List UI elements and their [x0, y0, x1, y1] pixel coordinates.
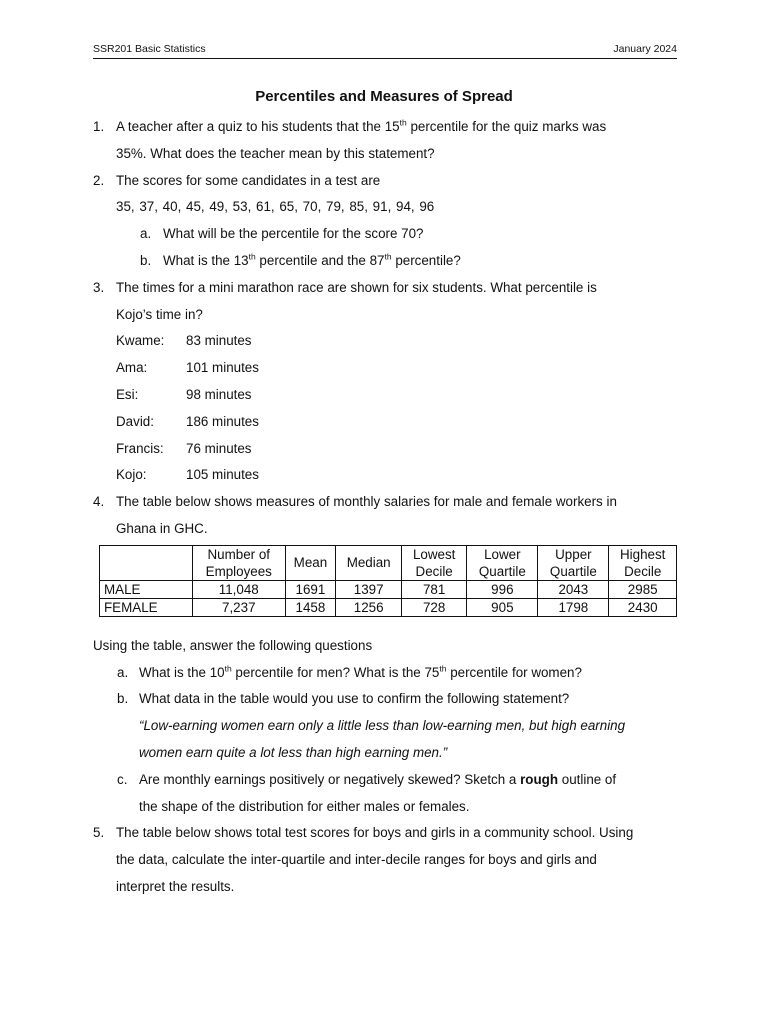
table-cell: 905 — [467, 598, 538, 616]
question-3 — [93, 275, 677, 489]
table-cell: 996 — [467, 580, 538, 598]
table-header-cell: Upper Quartile — [538, 545, 609, 580]
document-body — [93, 114, 677, 901]
student-name: Esi: — [116, 386, 139, 402]
table-cell: 1458 — [285, 598, 336, 616]
table-row — [100, 598, 677, 616]
table-header-cell: Mean — [285, 545, 336, 580]
using-table-instruction: Using the table, answer the following questions — [93, 637, 373, 653]
race-time: 105 minutes — [186, 467, 259, 483]
question-3-line-2: Kojo’s time in? — [116, 306, 203, 322]
question-2-text: The scores for some candidates in a test are — [116, 172, 381, 188]
race-time-row — [116, 355, 677, 382]
table-cell: 1691 — [285, 580, 336, 598]
table-cell: 1256 — [336, 598, 402, 616]
student-name: Kwame: — [116, 333, 165, 349]
table-cell: 7,237 — [193, 598, 285, 616]
student-name: Kojo: — [116, 467, 147, 483]
race-time: 76 minutes — [186, 440, 252, 456]
question-number: 3. — [93, 279, 105, 295]
table-header-cell: Highest Decile — [609, 545, 677, 580]
student-name: Ama: — [116, 360, 148, 376]
table-cell: 11,048 — [193, 580, 285, 598]
salary-table — [99, 545, 677, 617]
table-row — [100, 580, 677, 598]
question-1-line-2: 35%. What does the teacher mean by this statement? — [116, 145, 435, 161]
table-cell: 781 — [401, 580, 466, 598]
page-header — [93, 43, 677, 59]
question-4-line-1: The table below shows measures of monthly salaries for male and female workers in — [116, 494, 617, 510]
question-number: 4. — [93, 494, 105, 510]
table-cell: 2043 — [538, 580, 609, 598]
table-header-cell: Median — [336, 545, 402, 580]
question-3-line-1: The times for a mini marathon race are shown for six students. What percentile is — [116, 279, 597, 295]
question-2 — [93, 168, 677, 275]
question-4b: b. What data in the table would you use to confirm the following statement? “Low-earning women earn only a little less than low-earning men, but high earning women earn quite a lot less than high earning men.” — [93, 686, 677, 766]
race-time-row — [116, 436, 677, 463]
quote-line-2: women earn quite a lot less than high earning men.” — [139, 744, 448, 760]
course-code: SSR201 Basic Statistics — [93, 43, 206, 55]
table-cell: MALE — [100, 580, 193, 598]
table-header-cell — [100, 545, 193, 580]
quote-line-1: “Low-earning women earn only a little less than low-earning men, but high earning — [139, 718, 626, 734]
table-cell: 2430 — [609, 598, 677, 616]
question-4c: c. Are monthly earnings positively or negatively skewed? Sketch a rough outline of the shape of the distribution for either males or females. — [117, 771, 617, 814]
page-title: Percentiles and Measures of Spread — [255, 88, 513, 105]
table-cell: 1397 — [336, 580, 402, 598]
race-time-row — [116, 409, 677, 436]
race-time-row — [116, 462, 677, 489]
question-2b: b. What is the 13th percentile and the 87th percentile? — [140, 251, 461, 268]
race-time-row — [116, 328, 677, 355]
question-number: 5. — [93, 825, 105, 841]
question-5-line-1: The table below shows total test scores for boys and girls in a community school. Using — [116, 825, 634, 841]
score-list: 35, 37, 40, 45, 49, 53, 61, 65, 70, 79, 85, 91, 94, 96 — [116, 199, 435, 215]
question-5-line-2: the data, calculate the inter-quartile and inter-decile ranges for boys and girls and — [116, 852, 597, 868]
student-name: Francis: — [116, 440, 164, 456]
question-4-line-2: Ghana in GHC. — [116, 520, 208, 536]
race-time: 98 minutes — [186, 386, 252, 402]
question-2a: a. What will be the percentile for the score 70? — [140, 226, 424, 242]
table-cell: FEMALE — [100, 598, 193, 616]
question-number: 1. — [93, 119, 105, 134]
race-time: 186 minutes — [186, 413, 259, 429]
question-4 — [93, 489, 677, 543]
table-header-cell: Lower Quartile — [467, 545, 538, 580]
race-times-list — [116, 328, 677, 489]
question-1-line-1: A teacher after a quiz to his students that the 15th percentile for the quiz marks was — [116, 117, 607, 134]
race-time: 83 minutes — [186, 333, 252, 349]
question-4a: a. What is the 10th percentile for men? What is the 75th percentile for women? — [117, 663, 582, 680]
header-date: January 2024 — [613, 43, 677, 55]
race-time-row — [116, 382, 677, 409]
student-name: David: — [116, 413, 154, 429]
race-time: 101 minutes — [186, 360, 259, 376]
question-number: 2. — [93, 172, 105, 188]
table-cell: 728 — [401, 598, 466, 616]
question-5 — [93, 820, 677, 900]
table-header-cell: Number of Employees — [193, 545, 285, 580]
table-cell: 2985 — [609, 580, 677, 598]
table-cell: 1798 — [538, 598, 609, 616]
question-1 — [93, 114, 677, 168]
table-header-cell: Lowest Decile — [401, 545, 466, 580]
question-5-line-3: interpret the results. — [116, 878, 235, 894]
